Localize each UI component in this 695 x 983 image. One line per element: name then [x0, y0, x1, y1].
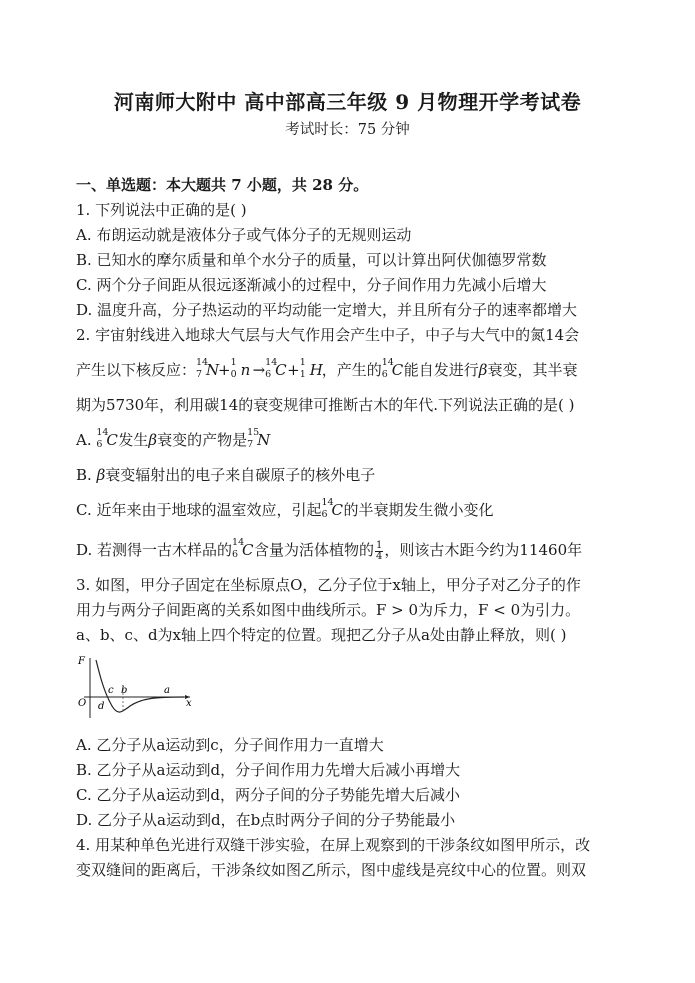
fraction-one-quarter: $\frac{1}{4}$ [376, 539, 383, 562]
q3-option-d: D. 乙分子从a运动到d，在b点时两分子间的分子势能最小 [76, 811, 456, 829]
nuclide-neutron: 1 0 n [230, 357, 251, 380]
beta-symbol: β [148, 431, 158, 449]
q4-stem-line2: 变双缝间的距离后，干涉条纹如图乙所示，图中虚线是亮纹中心的位置。则双 [76, 861, 587, 879]
q4-stem-line1: 4. 用某种单色光进行双缝干涉实验，在屏上观察到的干涉条纹如图甲所示，改 [76, 836, 591, 854]
q3-option-b: B. 乙分子从a运动到d，分子间作用力先增大后减小再增大 [76, 761, 461, 779]
q2-text: 能自发进行 [403, 361, 479, 379]
q3-stem-line1: 3. 如图，甲分子固定在坐标原点O，乙分子位于x轴上，甲分子对乙分子的作 [76, 576, 581, 594]
q1-option-b: B. 已知水的摩尔质量和单个水分子的质量，可以计算出阿伏伽德罗常数 [76, 251, 547, 269]
nuclide-c14: 14 6 C [232, 537, 254, 560]
nuclide-c14: 14 6 C [265, 357, 287, 380]
q2-option-a: A. 14 6 C 发生β衰变的产物是 15 7 N [76, 427, 271, 450]
q3-stem-line3: a、b、c、d为x轴上四个特定的位置。现把乙分子从a处由静止释放，则( ) [76, 626, 567, 644]
q2-option-d: D. 若测得一古木样品的 14 6 C 含量为活体植物的 $\frac{1}{4}$ ，则该古木距今约为11460年 [76, 537, 583, 562]
nuclide-h1: 1 1 H [299, 357, 323, 380]
label-d: d [98, 701, 105, 712]
q3-option-c: C. 乙分子从a运动到d，两分子间的分子势能先增大后减小 [76, 786, 461, 804]
q2-stem-line2 [76, 357, 578, 380]
q2-stem-line3: 期为5730年，利用碳14的衰变规律可推断古木的年代.下列说法正确的是( ) [76, 396, 575, 414]
label-x: x [186, 698, 192, 709]
label-a: a [164, 685, 170, 696]
reaction-arrow: → [252, 361, 266, 379]
nuclide-n14: 14 7 N [196, 357, 220, 380]
beta-symbol: β [478, 361, 488, 379]
nuclide-c14: 14 6 C [381, 357, 404, 380]
plus-sign: + [287, 361, 300, 379]
q2-text: ，产生的 [321, 361, 382, 379]
q2-stem-line1: 2. 宇宙射线进入地球大气层与大气作用会产生中子，中子与大气中的氮14会 [76, 326, 580, 344]
q1-option-c: C. 两个分子间距从很远逐渐减小的过程中，分子间作用力先减小后增大 [76, 276, 547, 294]
q3-option-a: A. 乙分子从a运动到c，分子间作用力一直增大 [76, 736, 384, 754]
force-distance-graph [76, 654, 196, 722]
q1-option-a: A. 布朗运动就是液体分子或气体分子的无规则运动 [76, 226, 412, 244]
q1-option-d: D. 温度升高，分子热运动的平均动能一定增大，并且所有分子的速率都增大 [76, 301, 578, 319]
exam-duration: 考试时长：75 分钟 [285, 122, 410, 138]
beta-symbol: β [96, 466, 106, 484]
label-o: O [78, 698, 87, 709]
q2-text: 衰变，其半衰 [487, 361, 578, 379]
label-c: c [108, 685, 114, 696]
nuclide-n15: 15 7 N [247, 427, 271, 450]
nuclide-c14: 14 6 C [321, 497, 343, 520]
plus-sign: + [218, 361, 231, 379]
q2-text: 产生以下核反应： [76, 361, 197, 379]
q3-stem-line2: 用力与两分子间距离的关系如图中曲线所示。F > 0为斥力，F < 0为引力。 [76, 601, 581, 619]
q2-option-b: B. β衰变辐射出的电子来自碳原子的核外电子 [76, 466, 376, 484]
label-f: F [78, 656, 85, 667]
q1-stem: 1. 下列说法中正确的是( ) [76, 201, 247, 219]
section-heading: 一、单选题：本大题共 7 小题，共 28 分。 [76, 176, 369, 194]
nuclide-c14: 14 6 C [96, 427, 118, 450]
q2-option-c: C. 近年来由于地球的温室效应，引起 14 6 C 的半衰期发生微小变化 [76, 497, 494, 520]
label-b: b [121, 685, 128, 696]
exam-title: 河南师大附中 高中部高三年级 9 月物理开学考试卷 [113, 90, 582, 114]
